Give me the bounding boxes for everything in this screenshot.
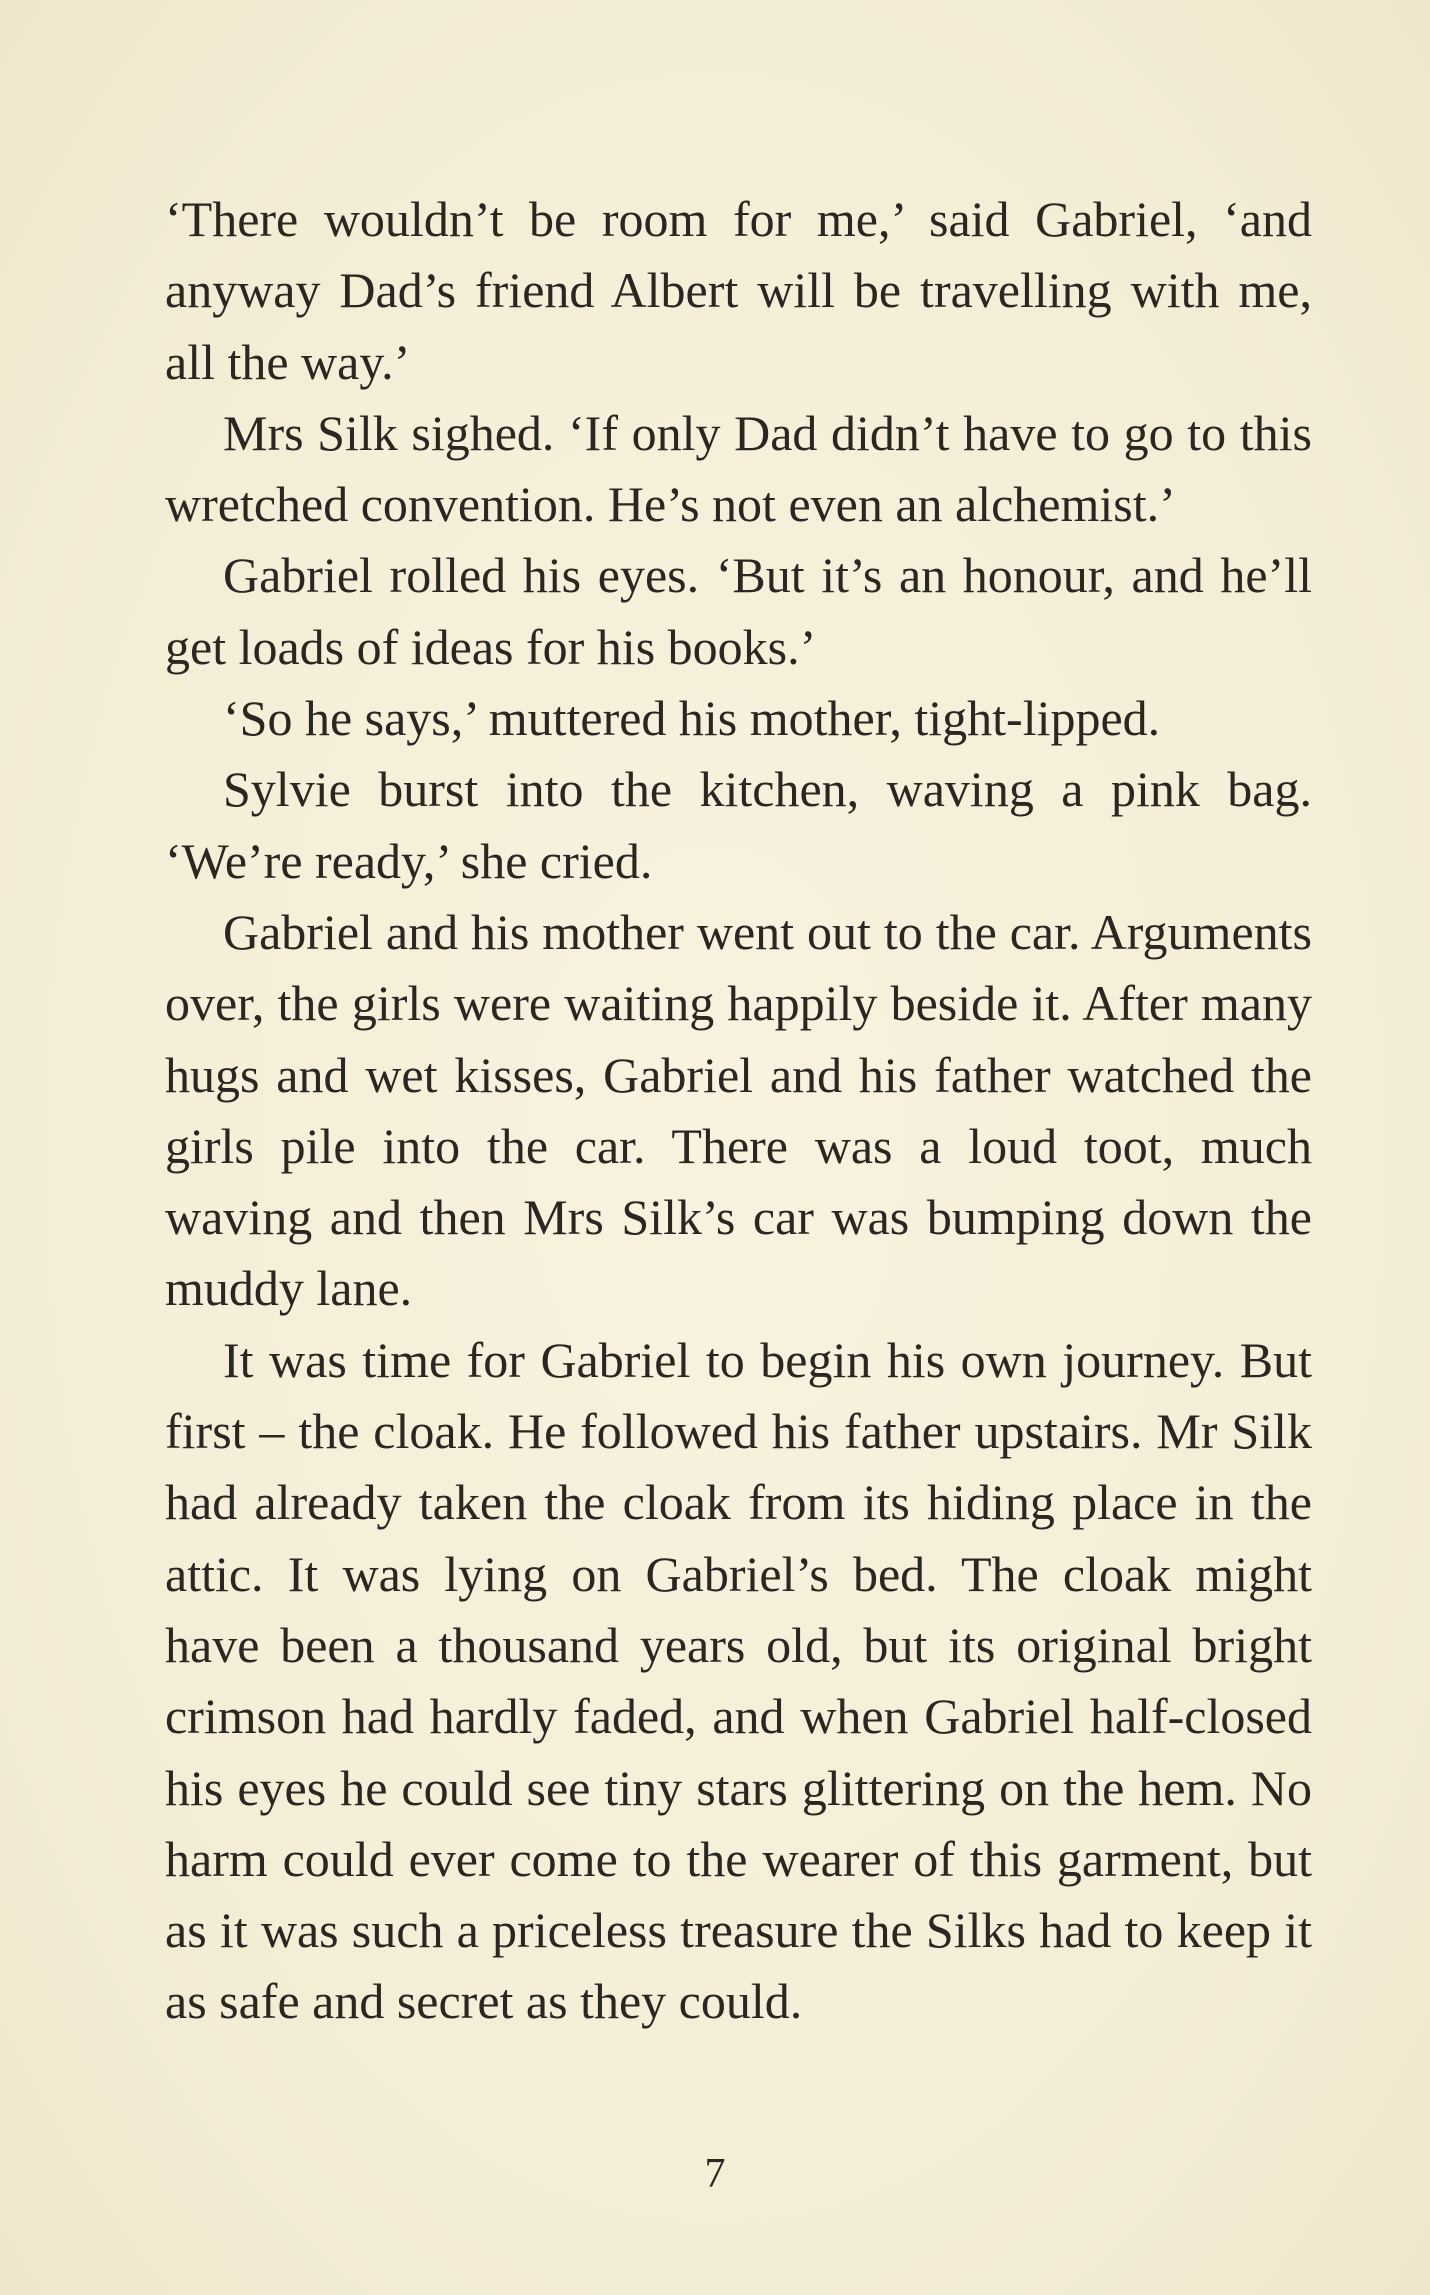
page-number: 7 — [704, 2151, 726, 2197]
paragraph-5: Sylvie burst into the kitchen, waving a pink bag. ‘We’re ready,’ she cried. — [165, 761, 1312, 889]
paragraph-1: ‘There wouldn’t be room for me,’ said Gabriel, ‘and anyway Dad’s friend Albert will be travelling with me, all the way.’ — [165, 191, 1312, 390]
body-text — [165, 184, 1312, 2038]
paragraph-6: Gabriel and his mother went out to the car. Arguments over, the girls were waiting happily beside it. After many hugs and wet kisses, Gabriel and his father watched the girls pile into the car. There was a loud toot, much waving and then Mrs Silk’s car was bumping down the muddy lane. — [165, 903, 1312, 1317]
paragraph-4: ‘So he says,’ muttered his mother, tight-lipped. — [223, 690, 1161, 747]
paragraph-2: Mrs Silk sighed. ‘If only Dad didn’t have to go to this wretched convention. He’s not even an alchemist.’ — [165, 404, 1312, 533]
paragraph-7: It was time for Gabriel to begin his own journey. But first – the cloak. He followed his father upstairs. Mr Silk had already taken the cloak from its hiding place in the attic. It was lying on Gabriel’s bed. The cloak might have been a thousand years old, but its original bright crimson had hardly faded, and when Gabriel half-closed his eyes he could see tiny stars glittering on the hem. No harm could ever come to the wearer of this garment, but as it was such a priceless treasure the Silks had to keep it as safe and secret as they could. — [165, 1331, 1312, 2030]
paragraph-3: Gabriel rolled his eyes. ‘But it’s an honour, and he’ll get loads of ideas for his books.’ — [165, 547, 1312, 675]
